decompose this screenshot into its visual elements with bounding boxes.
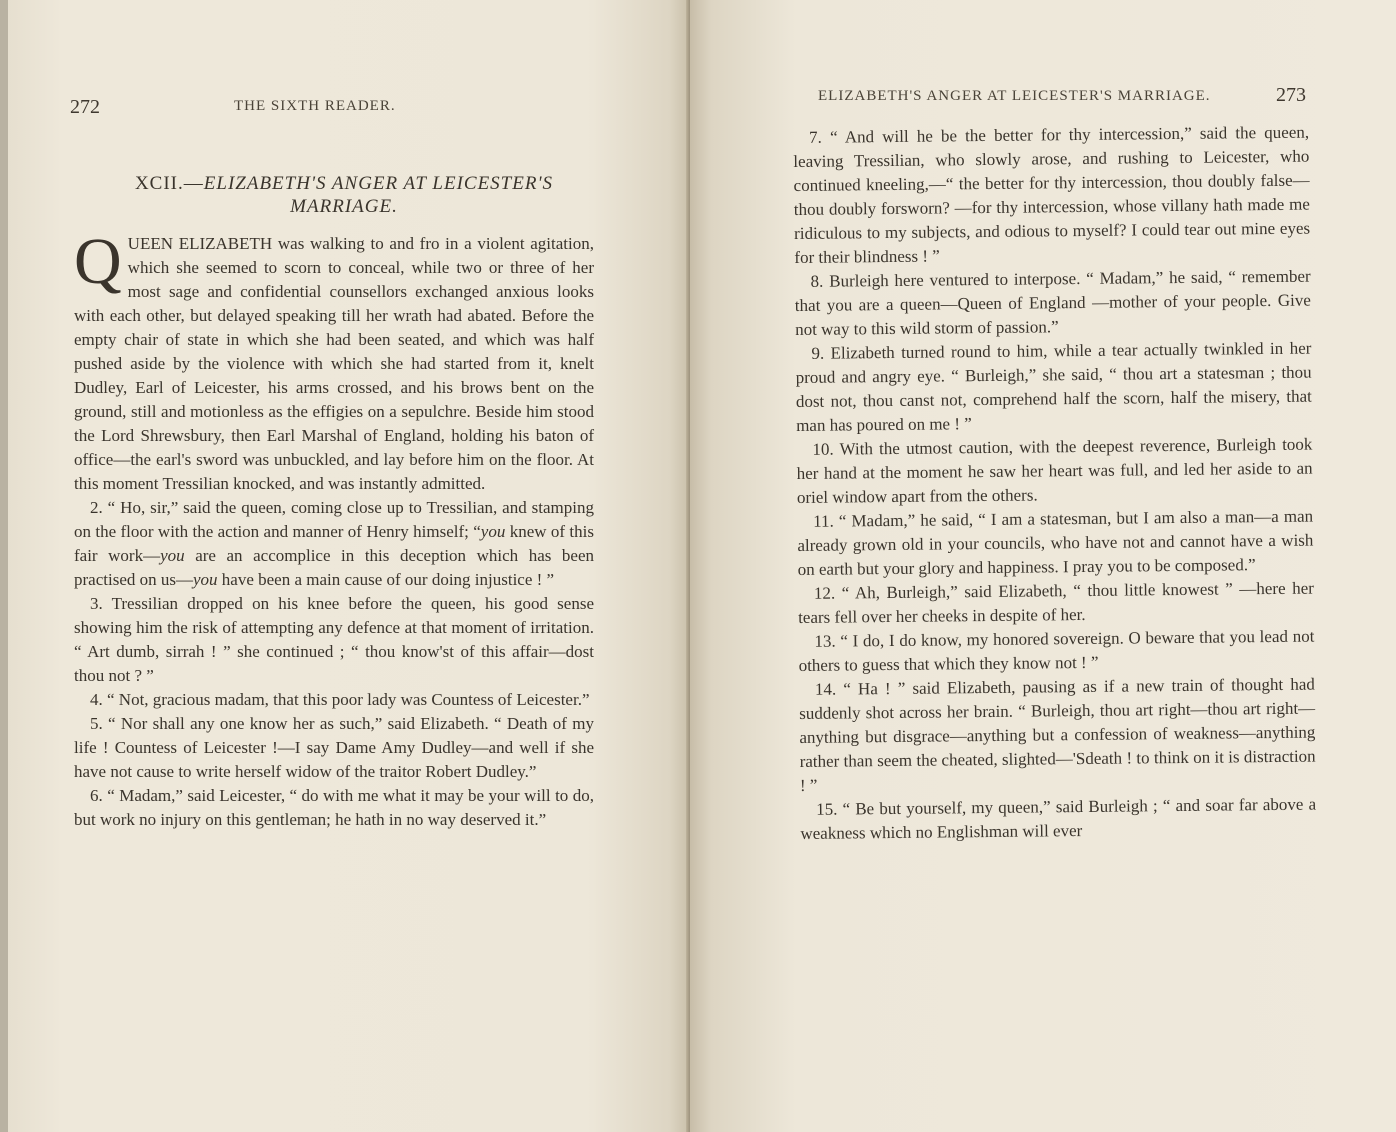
right-body-text xyxy=(793,121,1317,846)
page-number-right: 273 xyxy=(1276,84,1306,106)
running-head-right: ELIZABETH'S ANGER AT LEICESTER'S MARRIAGE. xyxy=(818,88,1211,104)
paragraph-2-emphasis-2: you xyxy=(160,546,185,565)
chapter-title xyxy=(74,172,614,218)
paragraph-10: 10. With the utmost caution, with the deepest reverence, Burleigh took her hand at the moment he saw her heart was full, and led her aside to an oriel window apart from the others. xyxy=(796,434,1313,507)
paragraph-8: 8. Burleigh here ventured to interpose. “ Madam,” he said, “ remember that you are a queen—Queen of England —mother of your people. Give not way to this wild storm of passion.” xyxy=(794,266,1311,339)
chapter-title-line2: MARRIAGE. xyxy=(290,196,398,217)
left-body-text xyxy=(74,225,595,832)
paragraph-1 xyxy=(74,225,594,496)
paragraph-13: 13. “ I do, I do know, my honored sovereign. O beware that you lead not others to guess that which they know not ! ” xyxy=(798,626,1315,675)
paragraph-2-text-d: have been a main cause of our doing injustice ! ” xyxy=(217,570,555,589)
paragraph-2 xyxy=(74,496,594,592)
paragraph-2-text-a: 2. “ Ho, sir,” said the queen, coming close up to Tressilian, and stamping on the floor with the action and manner of Henry himself; “ xyxy=(74,498,594,541)
running-head-left: THE SIXTH READER. xyxy=(234,98,396,114)
paragraph-15: 15. “ Be but yourself, my queen,” said Burleigh ; “ and soar far above a weakness which no Englishman will ever xyxy=(800,794,1317,843)
paragraph-7: 7. “ And will he be the better for thy intercession,” said the queen, leaving Tressilian, who slowly arose, and rushing to Leicester, who continued kneeling,—“ the better for thy intercession, thou doubly false—thou doubly forsworn? —for thy intercession, whose villany hath made me ridiculous to my subjects, and odious to myself? I could tear out mine eyes for their blindness ! ” xyxy=(793,122,1311,267)
paragraph-6: 6. “ Madam,” said Leicester, “ do with me what it may be your will to do, but work no injury on this gentleman; he hath in no way deserved it.” xyxy=(74,786,594,829)
paragraph-9: 9. Elizabeth turned round to him, while a tear actually twinkled in her proud and angry eye. “ Burleigh,” she said, “ thou art a statesman ; thou dost not, thou canst not, comprehend half the scorn, half the misery, that man has poured on me ! ” xyxy=(795,338,1312,435)
paragraph-12: 12. “ Ah, Burleigh,” said Elizabeth, “ thou little knowest ” —here her tears fell over her cheeks in despite of her. xyxy=(798,578,1314,627)
paragraph-4: 4. “ Not, gracious madam, that this poor lady was Countess of Leicester.” xyxy=(90,690,590,709)
left-page xyxy=(8,0,690,1132)
paragraph-2-text-b: knew of this fair work— xyxy=(74,522,594,565)
paragraph-5: 5. “ Nor shall any one know her as such,” said Elizabeth. “ Death of my life ! Countess of Leicester !—I say Dame Amy Dudley—and well if she have not cause to write herself widow of the traitor Robert Dudley.” xyxy=(74,714,594,781)
paragraph-14: 14. “ Ha ! ” said Elizabeth, pausing as if a new train of thought had suddenly shot across her brain. “ Burleigh, thou art right—thou art right—anything but disgrace—anything but a confession of weakness—anything rather than seem the cheated, slighted—'Sdeath ! to think on it is distraction ! ” xyxy=(799,674,1316,795)
book-edge xyxy=(0,0,8,1132)
page-number-left: 272 xyxy=(70,96,100,118)
right-page xyxy=(690,0,1396,1132)
paragraph-11: 11. “ Madam,” he said, “ I am a statesman, but I am also a man—a man already grown old in your councils, who have not and cannot have a wish on earth but your glory and happiness. I pray you to be composed.” xyxy=(797,506,1314,579)
chapter-title-line1: ELIZABETH'S ANGER AT LEICESTER'S xyxy=(203,173,554,194)
paragraph-2-emphasis-3: you xyxy=(192,570,218,589)
paragraph-2-text-c: are an accomplice in this deception which has been practised on us— xyxy=(74,546,595,589)
drop-cap: Q xyxy=(74,225,122,298)
paragraph-1-text: UEEN ELIZABETH was walking to and fro in a violent agitation, which she seemed to scorn to conceal, while two or three of her most sage and confidential counsellors exchanged anxious looks with each other, but delayed speaking till her wrath had abated. Before the empty chair of state in which she had been seated, and which was half pushed aside by the violence with which she had started from it, knelt Dudley, Earl of Leicester, his arms crossed, and his brows bent on the ground, still and motionless as the effigies on a sepulchre. Beside him stood the Lord Shrewsbury, then Earl Marshal of England, holding his baton of office—the earl's sword was unbuckled, and lay before him on the floor. At this moment Tressilian knocked, and was instantly admitted. xyxy=(74,234,594,493)
chapter-number: XCII.— xyxy=(134,173,204,194)
paragraph-3: 3. Tressilian dropped on his knee before the queen, his good sense showing him the risk of attempting any defence at that moment of irritation. “ Art dumb, sirrah ! ” she continued ; “ thou know'st of this affair—dost thou not ? ” xyxy=(74,594,594,685)
paragraph-2-emphasis-1: you xyxy=(480,522,506,541)
